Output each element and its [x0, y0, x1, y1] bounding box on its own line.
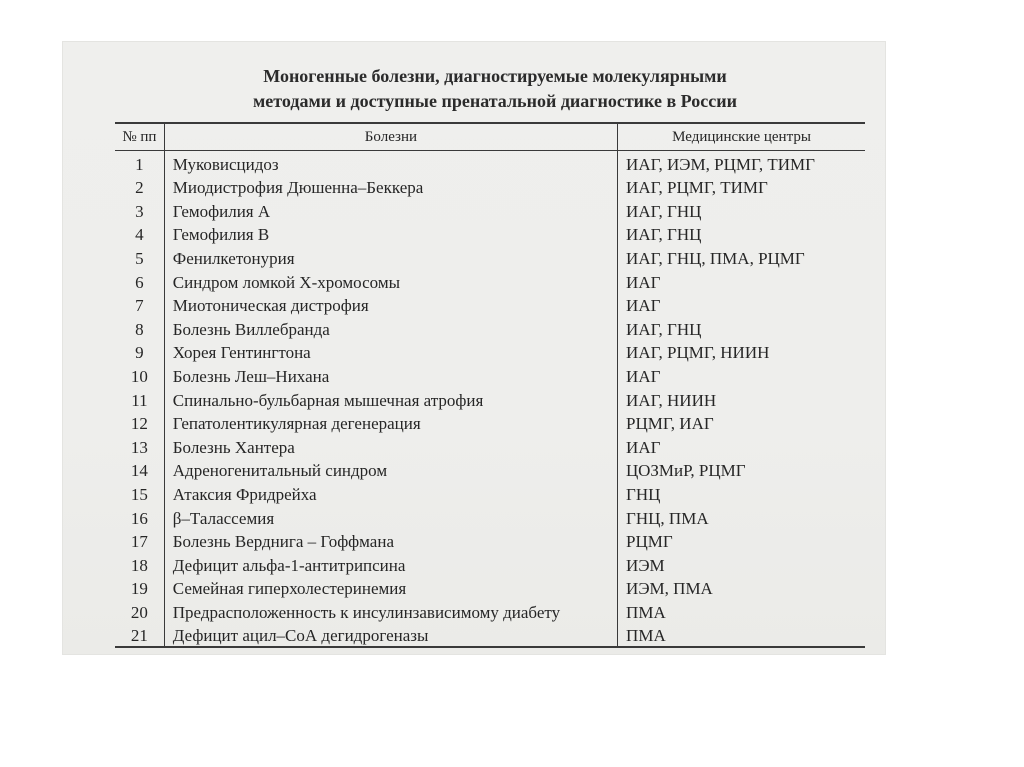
table-row	[115, 340, 865, 364]
row-centers: ИАГ	[618, 293, 865, 317]
table-row	[115, 316, 865, 340]
row-centers: ПМА	[618, 599, 865, 623]
row-centers: ЦОЗМиР, РЦМГ	[618, 458, 865, 482]
row-disease: Хорея Гентингтона	[164, 340, 617, 364]
row-disease: Предрасположенность к инсулинзависимому диабету	[164, 599, 617, 623]
row-num: 12	[130, 414, 148, 434]
row-num: 10	[130, 366, 148, 386]
row-centers: РЦМГ, ИАГ	[618, 411, 865, 435]
title-line-2: методами и доступные пренатальной диагностике в России	[253, 91, 737, 111]
row-centers: ИАГ	[618, 434, 865, 458]
table-row	[115, 623, 865, 648]
row-disease: Болезнь Верднига – Гоффмана	[164, 529, 617, 553]
table-row	[115, 222, 865, 246]
table-row	[115, 599, 865, 623]
row-centers: ИАГ, ИЭМ, РЦМГ, ТИМГ	[618, 151, 865, 175]
row-num: 13	[130, 437, 148, 457]
row-num: 21	[115, 623, 164, 648]
row-disease: Болезнь Леш–Нихана	[164, 363, 617, 387]
table-row	[115, 576, 865, 600]
row-disease: Дефицит ацил–СоА дегидрогеназы	[164, 623, 617, 648]
row-num: 8	[135, 319, 144, 339]
row-disease: β–Талассемия	[164, 505, 617, 529]
row-disease: Фенилкетонурия	[164, 245, 617, 269]
row-num: 18	[130, 555, 148, 575]
disease-table	[115, 122, 865, 648]
row-disease: Муковисцидоз	[164, 151, 617, 175]
table-row	[115, 434, 865, 458]
row-centers: ИАГ	[618, 363, 865, 387]
header-disease: Болезни	[164, 123, 617, 151]
table-row	[115, 363, 865, 387]
row-disease: Миотоническая дистрофия	[164, 293, 617, 317]
row-num: 11	[131, 390, 148, 410]
row-disease: Семейная гиперхолестеринемия	[164, 576, 617, 600]
table-row	[115, 293, 865, 317]
row-num: 16	[130, 508, 148, 528]
row-num: 5	[135, 248, 144, 268]
row-disease: Спинально-бульбарная мышечная атрофия	[164, 387, 617, 411]
row-disease: Миодистрофия Дюшенна–Беккера	[164, 175, 617, 199]
row-disease: Синдром ломкой Х-хромосомы	[164, 269, 617, 293]
table-row	[115, 552, 865, 576]
row-num: 4	[135, 225, 144, 245]
row-centers: ИАГ, РЦМГ, НИИН	[618, 340, 865, 364]
row-disease: Гемофилия А	[164, 198, 617, 222]
row-centers: ГНЦ, ПМА	[618, 505, 865, 529]
row-disease: Болезнь Хантера	[164, 434, 617, 458]
table-row	[115, 151, 865, 175]
table-row	[115, 458, 865, 482]
row-centers: ПМА	[618, 623, 865, 648]
row-centers: ИАГ, НИИН	[618, 387, 865, 411]
row-num: 7	[135, 296, 144, 316]
table-row	[115, 269, 865, 293]
row-centers: РЦМГ	[618, 529, 865, 553]
table-row	[115, 198, 865, 222]
row-num: 1	[135, 154, 144, 174]
row-centers: ИАГ	[618, 269, 865, 293]
row-num: 15	[130, 484, 148, 504]
table-title	[205, 64, 785, 114]
row-num: 9	[135, 343, 144, 363]
row-centers: ИЭМ, ПМА	[618, 576, 865, 600]
table-row	[115, 387, 865, 411]
row-centers: ГНЦ	[618, 481, 865, 505]
row-centers: ИАГ, ГНЦ, ПМА, РЦМГ	[618, 245, 865, 269]
table-row	[115, 175, 865, 199]
row-num: 17	[130, 532, 148, 552]
row-disease: Гемофилия В	[164, 222, 617, 246]
row-centers: ИАГ, ГНЦ	[618, 198, 865, 222]
row-num: 19	[130, 579, 148, 599]
row-centers: ИАГ, ГНЦ	[618, 316, 865, 340]
row-centers: ИЭМ	[618, 552, 865, 576]
row-disease: Болезнь Виллебранда	[164, 316, 617, 340]
row-centers: ИАГ, ГНЦ	[618, 222, 865, 246]
row-num: 6	[135, 272, 144, 292]
row-num: 2	[135, 178, 144, 198]
row-disease: Адреногенитальный синдром	[164, 458, 617, 482]
row-disease: Гепатолентикулярная дегенерация	[164, 411, 617, 435]
row-disease: Дефицит альфа-1-антитрипсина	[164, 552, 617, 576]
table-row	[115, 481, 865, 505]
table-body	[115, 151, 865, 648]
row-centers: ИАГ, РЦМГ, ТИМГ	[618, 175, 865, 199]
table-row	[115, 505, 865, 529]
header-num: № пп	[115, 123, 164, 151]
table-row	[115, 245, 865, 269]
table-row	[115, 411, 865, 435]
table-row	[115, 529, 865, 553]
row-num: 20	[130, 602, 148, 622]
row-disease: Атаксия Фридрейха	[164, 481, 617, 505]
title-line-1: Моногенные болезни, диагностируемые молекулярными	[263, 66, 727, 86]
row-num: 14	[130, 461, 148, 481]
table-header-row	[115, 123, 865, 151]
row-num: 3	[135, 201, 144, 221]
header-centers: Медицинские центры	[618, 123, 865, 151]
